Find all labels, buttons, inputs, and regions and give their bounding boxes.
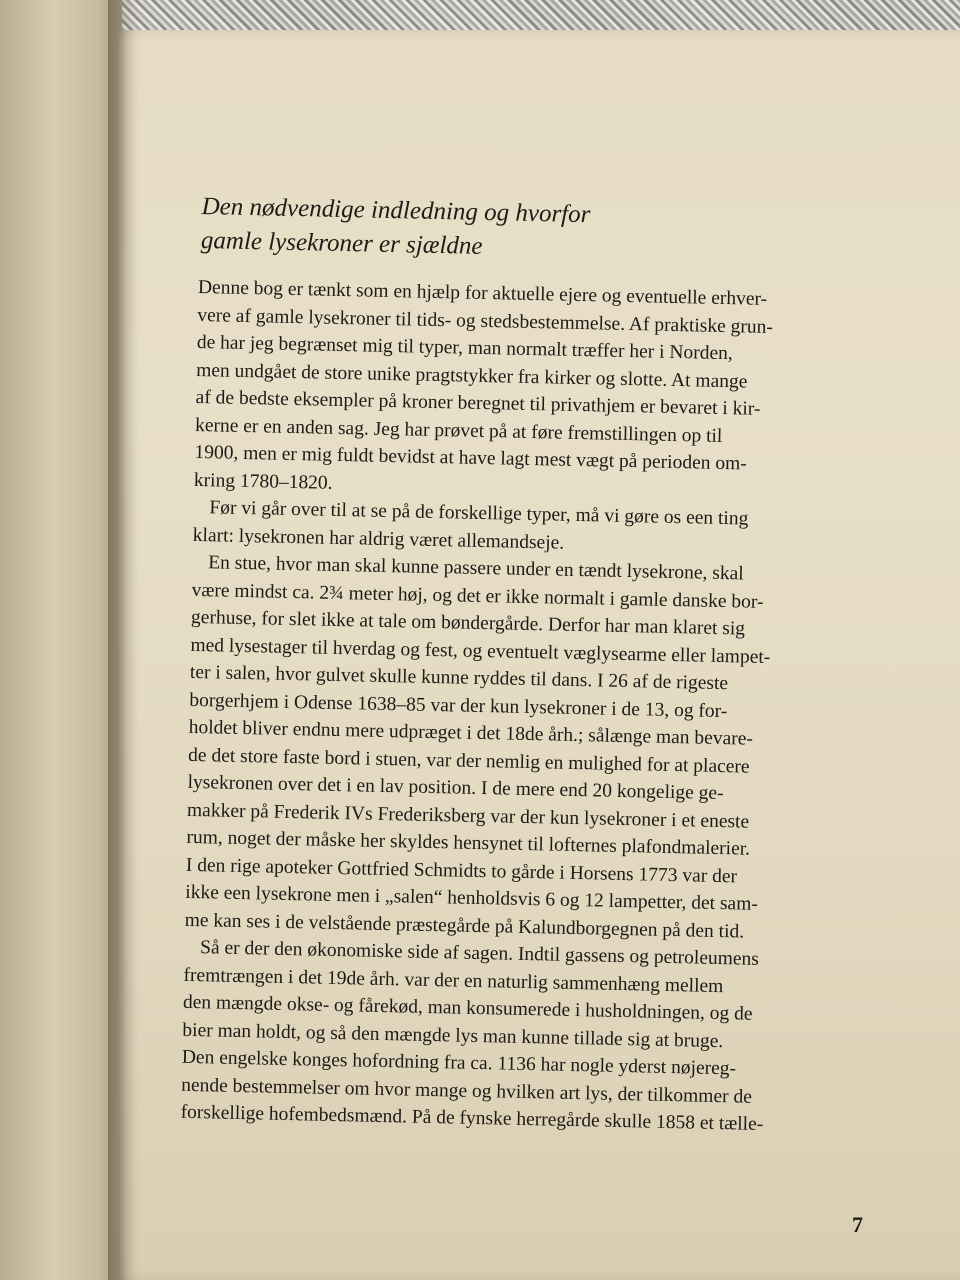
text-line: med lysestager til hverdag og fest, og eventuelt væglysearme eller lampet- — [190, 634, 771, 668]
heading-line: gamle lysekroner er sjældne — [200, 227, 483, 260]
text-line: lysekronen over det i en lav position. I de mere end 20 kongelige ge- — [187, 771, 724, 805]
paragraph — [180, 934, 834, 1140]
text-line: rum, noget der måske her skyldes hensynet til lofternes plafondmalerier. — [186, 826, 751, 860]
text-line: ikke een lysekrone men i „salen“ henholdsvis 6 og 12 lampetter, det sam- — [185, 881, 759, 915]
text-line: af de bedste eksempler på kroner beregnet til privathjem er bevaret i kir- — [195, 386, 761, 420]
text-line: Denne bog er tænkt som en hjælp for aktuelle ejere og eventuelle erhver- — [197, 276, 768, 310]
text-line: En stue, hvor man skal kunne passere under en tændt lysekrone, skal — [207, 552, 744, 585]
text-line: borgerhjem i Odense 1638–85 var der kun lysekroner i de 13, og for- — [189, 689, 728, 722]
text-line: de det store faste bord i stuen, var der nemlig en mulighed for at placere — [187, 744, 750, 778]
paragraph — [184, 549, 842, 948]
chapter-heading — [201, 190, 850, 272]
paragraph — [194, 274, 848, 508]
text-line: forskellige hofembedsmænd. På de fynske herregårde skulle 1858 et tælle- — [180, 1101, 764, 1135]
body-text — [180, 274, 848, 1140]
page-content — [180, 190, 849, 1140]
text-line: gerhuse, for slet ikke at tale om bøndergårde. Derfor har man klaret sig — [190, 606, 746, 640]
text-line: kring 1780–1820. — [193, 469, 333, 494]
text-line: Den engelske konges hofordning fra ca. 1136 har nogle yderst nøjereg- — [181, 1046, 737, 1080]
text-line: bier man holdt, og så den mængde lys man kunne tillade sig at bruge. — [182, 1019, 724, 1052]
text-line: være mindst ca. 2¾ meter høj, og det er ikke normalt i gamle danske bor- — [191, 579, 764, 613]
text-line: ter i salen, hvor gulvet skulle kunne ryddes til dans. I 26 af de rigeste — [189, 661, 729, 695]
text-line: fremtrængen i det 19de årh. var der en naturlig sammenhæng mellem — [183, 964, 724, 997]
text-line: holdet bliver endnu mere udpræget i det 18de årh.; sålænge man bevare- — [188, 716, 754, 750]
text-line: de har jeg begrænset mig til typer, man normalt træffer her i Norden, — [196, 331, 733, 365]
left-page-edge — [0, 0, 122, 1280]
text-line: Så er der den økonomiske side af sagen. Indtil gassens og petroleumens — [199, 937, 760, 970]
text-line: nende bestemmelser om hvor mange og hvilken art lys, der tilkommer de — [181, 1074, 753, 1108]
text-line: Før vi går over til at se på de forskellige typer, må vi gøre os een ting — [209, 497, 749, 530]
heading-line: Den nødvendige indledning og hvorfor — [201, 193, 591, 229]
book-gutter — [108, 0, 138, 1280]
text-line: den mængde okse- og fårekød, man konsumerede i husholdningen, og de — [182, 991, 753, 1025]
text-line: kerne er en anden sag. Jeg har prøvet på at føre fremstillingen op til — [194, 414, 723, 447]
text-line: me kan ses i de velstående præstegårde på Kalundborgegnen på den tid. — [184, 909, 745, 943]
text-line: I den rige apoteker Gottfried Schmidts to gårde i Horsens 1773 var der — [185, 854, 738, 887]
text-line: makker på Frederik IVs Frederiksberg var der kun lysekroner i et eneste — [186, 799, 750, 833]
page-number: 7 — [852, 1212, 863, 1237]
text-line: klart: lysekronen har aldrig været allemandseje. — [192, 524, 565, 554]
text-line: 1900, men er mig fuldt bevidst at have lagt mest vægt på perioden om- — [194, 441, 747, 475]
text-line: vere af gamle lysekroner til tids- og stedsbestemmelse. Af praktiske grun- — [197, 304, 774, 338]
text-line: men undgået de store unike pragtstykker fra kirker og slotte. At mange — [196, 359, 748, 393]
